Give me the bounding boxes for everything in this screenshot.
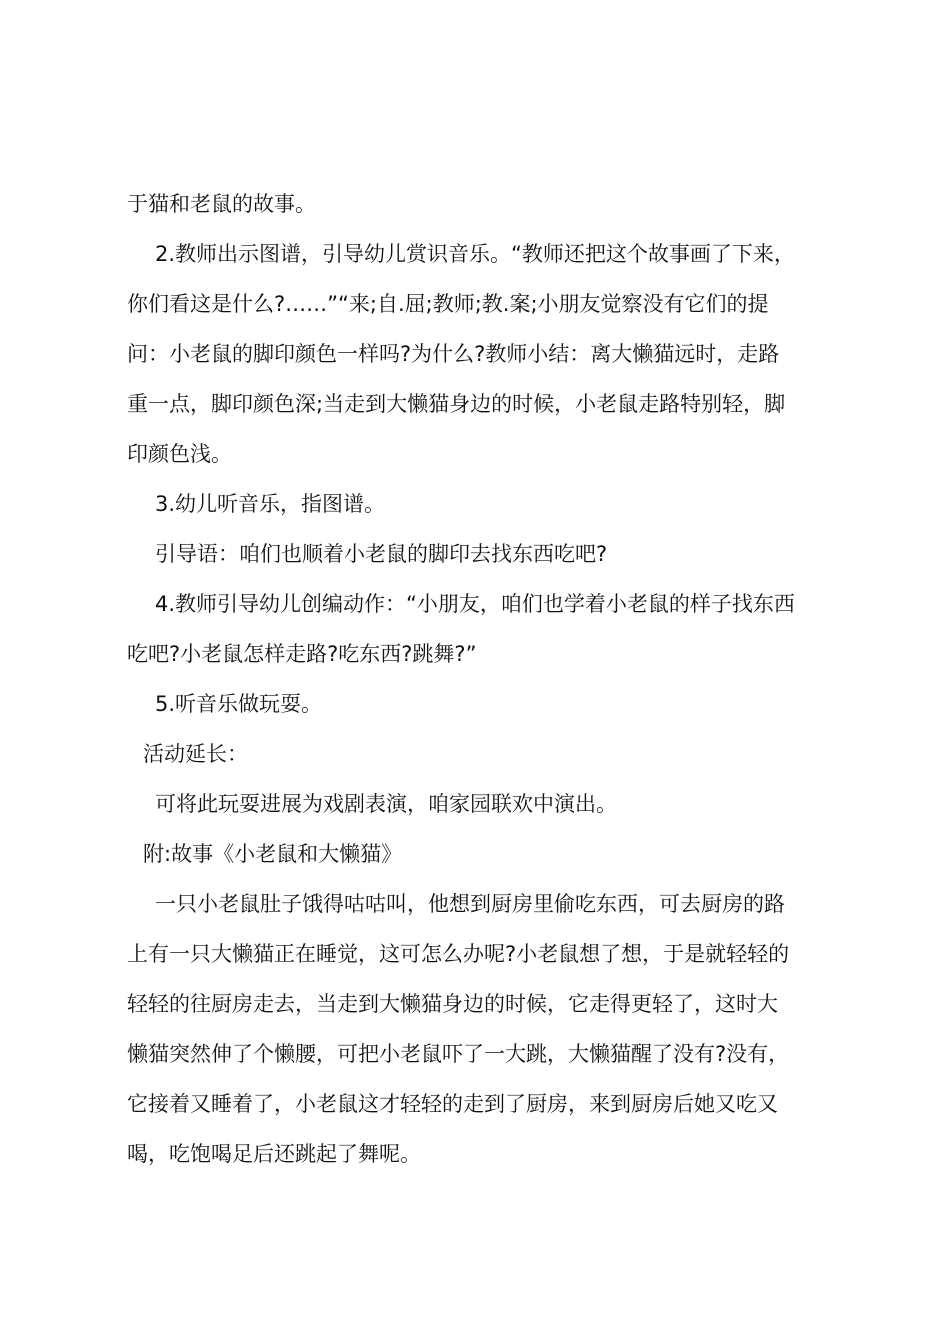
text-line-3: 你们看这是什么?……”“来;自.屈;教师;教.案;小朋友觉察没有它们的提 [127, 292, 769, 316]
text-line-2: 2.教师出示图谱，引导幼儿赏识音乐。“教师还把这个故事画了下来， [155, 242, 795, 266]
text-line-8: 引导语：咱们也顺着小老鼠的脚印去找东西吃吧? [155, 542, 608, 566]
text-line-14: 附:故事《小老鼠和大懒猫》 [143, 842, 403, 866]
text-line-12: 活动延长： [143, 742, 248, 766]
text-line-11: 5.听音乐做玩耍。 [155, 692, 323, 716]
text-line-13: 可将此玩耍进展为戏剧表演，咱家园联欢中演出。 [155, 792, 617, 816]
text-line-7: 3.幼儿听音乐，指图谱。 [155, 492, 386, 516]
text-line-16: 上有一只大懒猫正在睡觉，这可怎么办呢?小老鼠想了想，于是就轻轻的 [127, 942, 790, 966]
text-line-20: 喝，吃饱喝足后还跳起了舞呢。 [127, 1142, 421, 1166]
text-line-19: 它接着又睡着了，小老鼠这才轻轻的走到了厨房，来到厨房后她又吃又 [127, 1092, 778, 1116]
text-line-5: 重一点，脚印颜色深;当走到大懒猫身边的时候，小老鼠走路特别轻，脚 [127, 392, 786, 416]
text-line-4: 问：小老鼠的脚印颜色一样吗?为什么?教师小结：离大懒猫远时，走路 [127, 342, 780, 366]
text-line-18: 懒猫突然伸了个懒腰，可把小老鼠吓了一大跳，大懒猫醒了没有?没有， [127, 1042, 790, 1066]
text-line-15: 一只小老鼠肚子饿得咕咕叫，他想到厨房里偷吃东西，可去厨房的路 [155, 892, 785, 916]
text-line-17: 轻轻的往厨房走去，当走到大懒猫身边的时候，它走得更轻了，这时大 [127, 992, 778, 1016]
text-line-9: 4.教师引导幼儿创编动作：“小朋友，咱们也学着小老鼠的样子找东西 [155, 592, 795, 616]
text-line-10: 吃吧?小老鼠怎样走路?吃东西?跳舞?” [127, 642, 477, 666]
text-line-6: 印颜色浅。 [127, 442, 232, 466]
text-line-1: 于猫和老鼠的故事。 [127, 192, 316, 216]
